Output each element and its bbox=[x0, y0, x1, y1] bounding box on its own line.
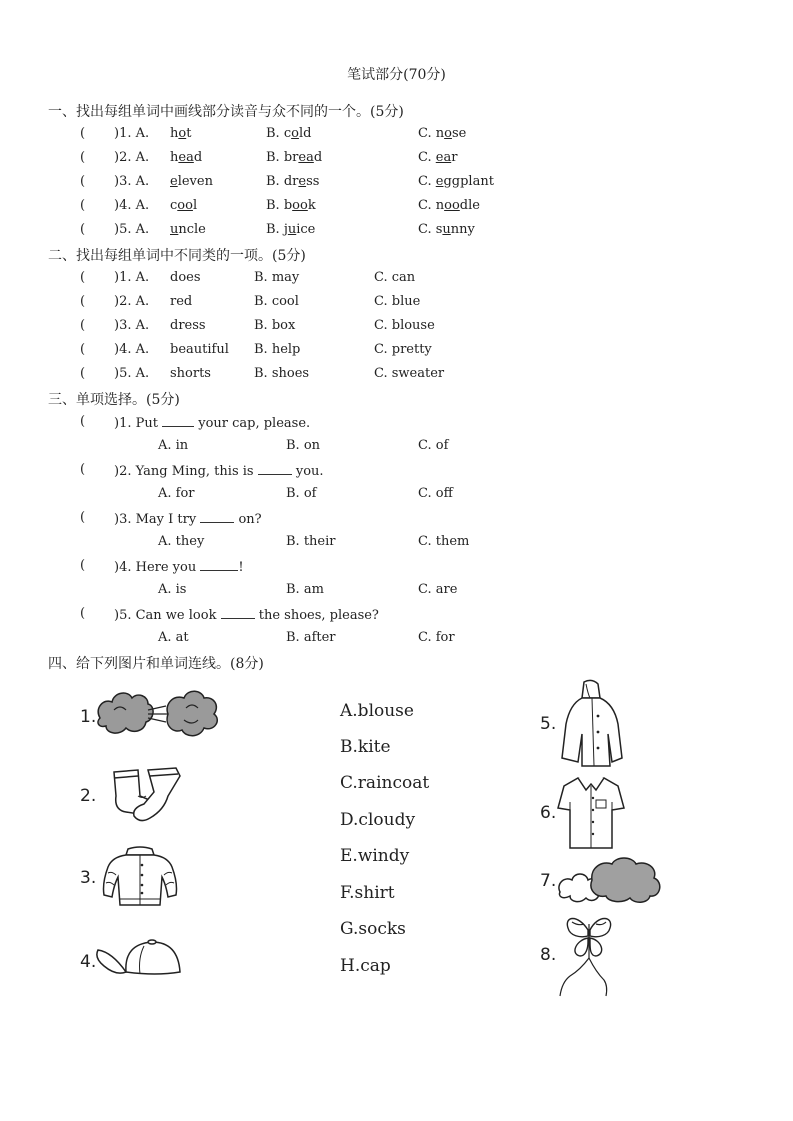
s3-options-row bbox=[80, 630, 780, 650]
underlined-part: e bbox=[435, 174, 444, 189]
section-4-heading: 四、给下列图片和单词连线。(8分) bbox=[48, 656, 264, 672]
page-title: 笔试部分(70分) bbox=[347, 67, 446, 83]
option-letter: C. bbox=[418, 174, 436, 189]
word-part: dle bbox=[459, 198, 480, 213]
option-letter: B. bbox=[266, 174, 284, 189]
question-number: )5. A. bbox=[114, 366, 150, 381]
picture-number-1: 1. bbox=[80, 707, 97, 727]
s3-option-b: B. their bbox=[286, 534, 336, 549]
s3-options-row bbox=[80, 486, 780, 506]
s1-option-a bbox=[170, 126, 191, 141]
option-letter: B. bbox=[266, 150, 284, 165]
question-text-part-1: )2. Yang Ming, this is bbox=[114, 464, 258, 479]
word-g: G.socks bbox=[340, 919, 406, 939]
cap-picture-icon bbox=[94, 936, 184, 984]
s3-option-c: C. them bbox=[418, 534, 470, 549]
s3-options-row bbox=[80, 582, 780, 602]
question-number: )5. A. bbox=[114, 222, 150, 237]
question-text bbox=[114, 510, 262, 527]
question-number: )4. A. bbox=[114, 342, 150, 357]
s2-question-row bbox=[80, 294, 780, 314]
underlined-part: oo bbox=[444, 198, 460, 213]
underlined-part: o bbox=[178, 126, 187, 141]
word-part: j bbox=[283, 222, 288, 237]
s3-option-a: A. they bbox=[158, 534, 205, 549]
s1-option-b bbox=[266, 222, 315, 237]
s1-option-a bbox=[170, 150, 202, 165]
s1-option-b bbox=[266, 150, 322, 165]
option-letter: B. bbox=[266, 198, 284, 213]
picture-number-7: 7. bbox=[540, 871, 557, 891]
answer-blank[interactable] bbox=[162, 414, 194, 427]
option-letter: C. bbox=[418, 126, 436, 141]
answer-paren[interactable]: ( bbox=[80, 414, 86, 429]
word-part: ice bbox=[296, 222, 316, 237]
s2-option-a: red bbox=[170, 294, 193, 309]
underlined-part: o bbox=[291, 126, 299, 141]
word-h: H.cap bbox=[340, 956, 391, 976]
s1-question-row bbox=[80, 126, 780, 146]
s1-option-b bbox=[266, 126, 311, 141]
question-text-part-2: your cap, please. bbox=[194, 416, 311, 431]
s1-option-b bbox=[266, 174, 319, 189]
word-b: B.kite bbox=[340, 737, 391, 757]
s2-question-row bbox=[80, 318, 780, 338]
word-e: E.windy bbox=[340, 846, 410, 866]
s1-option-c bbox=[418, 198, 480, 213]
blouse-picture-icon bbox=[98, 843, 182, 911]
question-text-part-2: on? bbox=[234, 512, 262, 527]
answer-paren[interactable]: ( bbox=[80, 126, 86, 141]
word-a: A.blouse bbox=[340, 701, 414, 721]
s2-option-b: B. cool bbox=[254, 294, 299, 309]
word-part: l bbox=[192, 198, 198, 213]
question-text-part-2: the shoes, please? bbox=[254, 608, 379, 623]
s3-option-a: A. for bbox=[158, 486, 195, 501]
s2-question-row bbox=[80, 342, 780, 362]
option-letter: B. bbox=[266, 126, 284, 141]
s2-option-a: shorts bbox=[170, 366, 211, 381]
underlined-part: ea bbox=[178, 150, 194, 165]
s1-option-a bbox=[170, 174, 213, 189]
s2-option-c: C. blouse bbox=[374, 318, 435, 333]
picture-number-2: 2. bbox=[80, 786, 97, 806]
s1-option-a bbox=[170, 222, 206, 237]
question-text bbox=[114, 606, 379, 623]
s3-option-c: C. for bbox=[418, 630, 455, 645]
answer-blank[interactable] bbox=[200, 558, 238, 571]
word-part: c bbox=[170, 198, 178, 213]
option-letter: C. bbox=[418, 222, 436, 237]
underlined-part: u bbox=[442, 222, 451, 237]
word-part: k bbox=[307, 198, 316, 213]
question-text bbox=[114, 558, 244, 575]
word-part: b bbox=[283, 198, 293, 213]
answer-blank[interactable] bbox=[258, 462, 292, 475]
s2-option-c: C. pretty bbox=[374, 342, 432, 357]
word-part: dr bbox=[283, 174, 299, 189]
s2-option-c: C. blue bbox=[374, 294, 421, 309]
s3-option-b: B. after bbox=[286, 630, 336, 645]
word-part: se bbox=[451, 126, 467, 141]
s1-option-c bbox=[418, 222, 475, 237]
s2-option-c: C. can bbox=[374, 270, 416, 285]
s3-option-a: A. in bbox=[158, 438, 189, 453]
answer-paren[interactable]: ( bbox=[80, 606, 86, 621]
answer-paren[interactable]: ( bbox=[80, 222, 86, 237]
socks-picture-icon bbox=[104, 766, 188, 828]
word-part: n bbox=[435, 126, 445, 141]
s2-option-b: B. may bbox=[254, 270, 300, 285]
s3-option-b: B. on bbox=[286, 438, 321, 453]
option-letter: C. bbox=[418, 198, 436, 213]
s3-question-row bbox=[80, 606, 780, 626]
word-c: C.raincoat bbox=[340, 773, 430, 793]
word-part: ld bbox=[298, 126, 312, 141]
word-d: D.cloudy bbox=[340, 810, 416, 830]
word-part: leven bbox=[177, 174, 213, 189]
picture-number-6: 6. bbox=[540, 803, 557, 823]
word-part: r bbox=[451, 150, 458, 165]
word-part: ss bbox=[306, 174, 320, 189]
question-number: )3. A. bbox=[114, 318, 150, 333]
word-part: t bbox=[186, 126, 192, 141]
s1-option-a bbox=[170, 198, 197, 213]
question-text-part-1: )4. Here you bbox=[114, 560, 201, 575]
cloudy-picture-icon bbox=[556, 854, 664, 906]
s2-option-b: B. box bbox=[254, 318, 296, 333]
question-text bbox=[114, 462, 324, 479]
s3-question-row bbox=[80, 558, 780, 578]
answer-paren[interactable]: ( bbox=[80, 198, 86, 213]
word-part: h bbox=[170, 150, 179, 165]
word-f: F.shirt bbox=[340, 883, 395, 903]
s3-option-c: C. are bbox=[418, 582, 458, 597]
word-part: br bbox=[283, 150, 299, 165]
question-text-part-1: )3. May I try bbox=[114, 512, 201, 527]
s3-option-c: C. of bbox=[418, 438, 449, 453]
answer-paren[interactable]: ( bbox=[80, 510, 86, 525]
question-text bbox=[114, 414, 310, 431]
question-number: )2. A. bbox=[114, 294, 150, 309]
s1-question-row bbox=[80, 150, 780, 170]
windy-picture-icon bbox=[94, 686, 222, 742]
s2-option-a: dress bbox=[170, 318, 206, 333]
word-part: nny bbox=[450, 222, 475, 237]
section-2-heading: 二、找出每组单词中不同类的一项。(5分) bbox=[48, 248, 306, 264]
question-number: )4. A. bbox=[114, 198, 150, 213]
s2-option-b: B. shoes bbox=[254, 366, 310, 381]
answer-paren[interactable]: ( bbox=[80, 318, 86, 333]
s1-option-c bbox=[418, 150, 457, 165]
question-number: )1. A. bbox=[114, 126, 150, 141]
s2-option-c: C. sweater bbox=[374, 366, 445, 381]
question-text-part-1: )5. Can we look bbox=[114, 608, 221, 623]
s3-option-c: C. off bbox=[418, 486, 453, 501]
answer-paren[interactable]: ( bbox=[80, 174, 86, 189]
underlined-part: o bbox=[444, 126, 452, 141]
question-text-part-2: you. bbox=[291, 464, 324, 479]
question-number: )3. A. bbox=[114, 174, 150, 189]
word-part: ncle bbox=[178, 222, 206, 237]
underlined-part: oo bbox=[292, 198, 308, 213]
answer-paren[interactable]: ( bbox=[80, 270, 86, 285]
underlined-part: oo bbox=[177, 198, 193, 213]
picture-number-4: 4. bbox=[80, 952, 97, 972]
underlined-part: u bbox=[170, 222, 179, 237]
s3-option-a: A. at bbox=[158, 630, 189, 645]
s2-option-a: does bbox=[170, 270, 201, 285]
picture-number-8: 8. bbox=[540, 945, 557, 965]
section-3-heading: 三、单项选择。(5分) bbox=[48, 392, 180, 408]
s3-options-row bbox=[80, 534, 780, 554]
answer-blank[interactable] bbox=[221, 606, 255, 619]
kite-picture-icon bbox=[556, 910, 620, 998]
section-1-heading: 一、找出每组单词中画线部分读音与众不同的一个。(5分) bbox=[48, 104, 404, 120]
s1-question-row bbox=[80, 222, 780, 242]
question-text-part-1: )1. Put bbox=[114, 416, 163, 431]
answer-blank[interactable] bbox=[200, 510, 234, 523]
option-letter: B. bbox=[266, 222, 284, 237]
word-part: d bbox=[313, 150, 323, 165]
word-part: ggplant bbox=[443, 174, 494, 189]
s3-option-b: B. of bbox=[286, 486, 317, 501]
answer-paren[interactable]: ( bbox=[80, 366, 86, 381]
answer-paren[interactable]: ( bbox=[80, 558, 86, 573]
underlined-part: ea bbox=[298, 150, 314, 165]
word-part: n bbox=[435, 198, 445, 213]
answer-paren[interactable]: ( bbox=[80, 294, 86, 309]
picture-number-3: 3. bbox=[80, 868, 97, 888]
question-number: )2. A. bbox=[114, 150, 150, 165]
s1-question-row bbox=[80, 198, 780, 218]
shirt-picture-icon bbox=[556, 774, 626, 850]
s2-question-row bbox=[80, 366, 780, 386]
s3-option-a: A. is bbox=[158, 582, 187, 597]
answer-paren[interactable]: ( bbox=[80, 462, 86, 477]
s1-option-c bbox=[418, 174, 494, 189]
s2-question-row bbox=[80, 270, 780, 290]
word-part: c bbox=[283, 126, 292, 141]
underlined-part: ea bbox=[435, 150, 452, 165]
word-part: d bbox=[193, 150, 203, 165]
s3-question-row bbox=[80, 414, 780, 434]
underlined-part: e bbox=[298, 174, 307, 189]
s1-option-c bbox=[418, 126, 466, 141]
answer-paren[interactable]: ( bbox=[80, 342, 86, 357]
underlined-part: u bbox=[287, 222, 297, 237]
option-letter: C. bbox=[418, 150, 436, 165]
answer-paren[interactable]: ( bbox=[80, 150, 86, 165]
s3-option-b: B. am bbox=[286, 582, 324, 597]
s1-question-row bbox=[80, 174, 780, 194]
s1-option-b bbox=[266, 198, 316, 213]
s3-options-row bbox=[80, 438, 780, 458]
underlined-part: e bbox=[170, 174, 178, 189]
picture-number-5: 5. bbox=[540, 714, 557, 734]
s3-question-row bbox=[80, 462, 780, 482]
question-number: )1. A. bbox=[114, 270, 150, 285]
word-part: s bbox=[435, 222, 443, 237]
s2-option-b: B. help bbox=[254, 342, 301, 357]
word-part: h bbox=[170, 126, 179, 141]
raincoat-picture-icon bbox=[558, 678, 626, 768]
s3-question-row bbox=[80, 510, 780, 530]
s2-option-a: beautiful bbox=[170, 342, 229, 357]
question-text-part-2: ! bbox=[238, 560, 244, 575]
